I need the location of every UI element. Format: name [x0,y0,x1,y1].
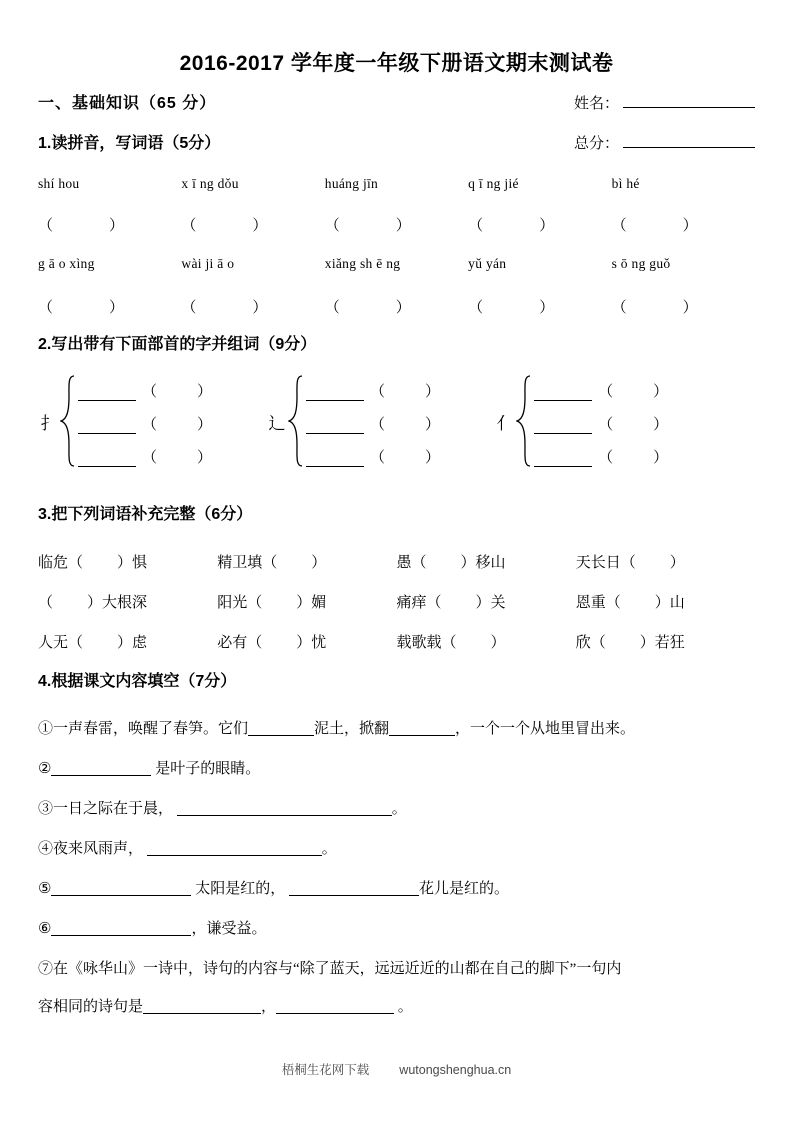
word-paren[interactable] [370,380,440,401]
answer-paren-row-2 [38,296,755,317]
brace-icon [516,375,532,467]
word-paren[interactable] [142,446,212,467]
item7-text-b: 容相同的诗句是 [38,999,144,1015]
answer-cell[interactable] [325,296,468,317]
blank-field[interactable] [51,919,191,936]
paren-open: （ [38,300,54,316]
paren-open: （ [142,417,158,433]
blank-field[interactable] [143,997,261,1014]
paren-close: ） [639,635,655,651]
idiom-item[interactable] [397,551,576,572]
radical-answer-line[interactable] [534,408,668,434]
radical-answer-line[interactable] [306,408,440,434]
item4-text-a: ④夜来风雨声， [38,841,144,857]
paren-open: （ [68,635,84,651]
character-blank[interactable] [78,384,136,401]
paren-open: （ [142,450,158,466]
item7-text-c: ， [261,999,277,1015]
paren-close: ） [539,300,555,316]
blank-field[interactable] [276,997,394,1014]
answer-cell[interactable] [181,296,324,317]
paren-close: ） [296,635,312,651]
answer-cell[interactable] [38,296,181,317]
paren-close: ） [395,218,411,234]
item7-text-a: ⑦在《咏华山》一诗中，诗句的内容与“除了蓝天，远远近近的山都在自己的脚下”一句内 [38,961,622,977]
radical-character: 扌 [40,413,58,433]
paren-close: ） [109,300,125,316]
q1-heading: 1.读拼音，写词语（5分） [38,135,221,152]
pinyin-row-2 [38,256,755,272]
idiom-item[interactable] [576,591,755,612]
word-paren[interactable] [598,413,668,434]
pinyin-cell [612,176,755,192]
item2-marker: ② [38,761,52,777]
radical-answer-lines [534,375,668,467]
pinyin-text: x ī ng dǒu [181,176,239,191]
item4-text-b: 。 [321,841,337,857]
paren-close: ） [197,384,213,400]
paren-open: （ [441,635,457,651]
idiom-after: 虑 [132,635,148,651]
pinyin-text: bì hé [611,176,640,191]
q1-heading-row [38,132,755,153]
paren-open: （ [370,417,386,433]
pinyin-text: shí hou [38,176,80,191]
paren-close: ） [654,595,670,611]
pinyin-text: huáng jīn [324,176,379,191]
pinyin-row-1 [38,176,755,192]
score-input[interactable] [623,132,755,148]
pinyin-cell [468,256,611,272]
paren-close: ） [87,595,103,611]
pinyin-cell [38,256,181,272]
q4-item-1 [38,717,773,738]
item3-text-a: ③一日之际在于晨， [38,801,174,817]
radical-answer-line[interactable] [78,408,212,434]
character-blank[interactable] [534,384,592,401]
radical-answer-line[interactable] [534,441,668,467]
paren-close: ） [117,555,133,571]
pinyin-cell [325,256,468,272]
radical-answer-line[interactable] [78,441,212,467]
paren-close: ） [682,218,698,234]
q4-heading-row [38,673,755,691]
blank-field[interactable] [147,839,322,856]
item6-text-b: ，谦受益。 [191,921,267,937]
idiom-before: 阳光 [217,595,248,611]
idiom-row-1 [38,551,755,572]
idiom-before: 载歌载 [396,635,442,651]
pinyin-cell [325,176,468,192]
paren-open: （ [598,384,614,400]
pinyin-text: yǔ yán [468,256,507,271]
paren-open: （ [611,218,627,234]
item6-marker: ⑥ [38,921,52,937]
paren-close: ） [252,300,268,316]
q3-heading-row [38,506,755,524]
radical-group [38,375,212,467]
blank-field[interactable] [248,719,314,736]
answer-cell[interactable] [612,296,755,317]
paren-open: （ [181,218,197,234]
paren-open: （ [324,300,340,316]
paren-open: （ [247,635,263,651]
idiom-after: 大根深 [102,595,148,611]
paren-open: （ [370,384,386,400]
answer-cell[interactable] [181,214,324,235]
q2-heading: 2.写出带有下面部首的字并组词（9分） [38,336,317,353]
paren-close: ） [117,635,133,651]
pinyin-cell [612,256,755,272]
q2-heading-row [38,336,755,354]
idiom-before: 痛痒 [396,595,427,611]
paren-close: ） [475,595,491,611]
q4-item-4 [38,837,773,858]
idiom-before: 欣 [575,635,591,651]
answer-cell[interactable] [325,214,468,235]
q3-heading: 3.把下列词语补充完整（6分） [38,506,253,523]
idiom-after: 若狂 [654,635,685,651]
pinyin-text: xiǎng sh ē ng [324,256,401,271]
q4-item-7-line-2 [38,995,773,1016]
item5-text-b: 太阳是红的， [195,881,286,897]
answer-cell[interactable] [468,296,611,317]
pinyin-text: q ī ng jié [468,176,519,191]
pinyin-cell [181,176,324,192]
idiom-item[interactable] [38,591,217,612]
paren-close: ） [311,555,327,571]
paren-close: ） [653,417,669,433]
paren-open: （ [426,595,442,611]
idiom-item[interactable] [397,591,576,612]
idiom-item[interactable] [576,631,755,652]
character-blank[interactable] [306,417,364,434]
blank-field[interactable] [389,719,455,736]
word-paren[interactable] [142,413,212,434]
radical-answer-line[interactable] [534,375,668,401]
idiom-item[interactable] [38,631,217,652]
paren-close: ） [669,555,685,571]
blank-field[interactable] [289,879,419,896]
paren-close: ） [252,218,268,234]
idiom-after: 忧 [311,635,327,651]
section-one-row [38,92,755,113]
item5-text-c: 花儿是红的。 [418,881,509,897]
radical-answer-lines [306,375,440,467]
paren-close: ） [425,417,441,433]
page-title: 2016-2017 学年度一年级下册语文期末测试卷 [179,52,614,75]
idiom-item[interactable] [38,551,217,572]
q4-item-5 [38,877,773,898]
word-paren[interactable] [142,380,212,401]
pinyin-cell [181,256,324,272]
radical-answer-line[interactable] [306,375,440,401]
answer-cell[interactable] [468,214,611,235]
blank-field[interactable] [51,879,191,896]
paren-open: （ [590,635,606,651]
paren-open: （ [598,417,614,433]
idiom-before: 人无 [38,635,69,651]
radical-group [266,375,440,467]
paren-open: （ [324,218,340,234]
paren-open: （ [605,595,621,611]
paren-close: ） [425,450,441,466]
item7-text-d: 。 [397,999,413,1015]
paren-open: （ [468,218,484,234]
pinyin-text: s ō ng guǒ [611,256,671,271]
radical-character: 亻 [496,413,514,433]
radical-brace-area [38,375,755,467]
item1-text-a: ①一声春雷，唤醒了春笋。它们 [38,721,249,737]
pinyin-text: g ā o xìng [38,256,95,271]
paren-close: ） [395,300,411,316]
paren-close: ） [296,595,312,611]
character-blank[interactable] [78,450,136,467]
idiom-after: 惧 [132,555,148,571]
radical-character: 辶 [268,413,286,433]
idiom-after: 移山 [475,555,506,571]
paren-open: （ [38,595,54,611]
paren-open: （ [611,300,627,316]
paren-close: ） [682,300,698,316]
pinyin-cell [468,176,611,192]
idiom-before: 天长日 [575,555,621,571]
section-one-heading: 一、基础知识（65 分） [38,95,217,112]
idiom-row-3 [38,631,755,652]
item3-text-b: 。 [391,801,407,817]
idiom-item[interactable] [217,551,396,572]
character-blank[interactable] [534,417,592,434]
paren-close: ） [490,635,506,651]
paren-open: （ [370,450,386,466]
brace-icon [288,375,304,467]
radical-answer-line[interactable] [306,441,440,467]
paren-open: （ [598,450,614,466]
radical-answer-lines [78,375,212,467]
paren-open: （ [411,555,427,571]
paren-close: ） [653,450,669,466]
score-label: 总分： [573,135,619,152]
radical-group [494,375,668,467]
word-paren[interactable] [370,446,440,467]
q4-item-7-line-1 [38,957,773,978]
paren-close: ） [539,218,555,234]
character-blank[interactable] [306,384,364,401]
paren-close: ） [197,417,213,433]
paren-open: （ [247,595,263,611]
idiom-before: 恩重 [575,595,606,611]
footer-watermark [0,1060,793,1078]
footer-source: 梧桐生花网下载 [281,1063,370,1077]
idiom-item[interactable] [217,591,396,612]
brace-icon [60,375,76,467]
paren-close: ） [653,384,669,400]
paren-close: ） [460,555,476,571]
item1-text-b: 泥土，掀翻 [314,721,390,737]
blank-field[interactable] [51,759,151,776]
paren-open: （ [181,300,197,316]
answer-cell[interactable] [38,214,181,235]
character-blank[interactable] [534,450,592,467]
idiom-after: 媚 [311,595,327,611]
word-paren[interactable] [370,413,440,434]
paren-close: ） [197,450,213,466]
paren-open: （ [620,555,636,571]
q4-item-2 [38,757,773,778]
item5-marker: ⑤ [38,881,52,897]
idiom-item[interactable] [217,631,396,652]
paren-open: （ [38,218,54,234]
item2-text-b: 是叶子的眼睛。 [155,761,261,777]
q4-item-3 [38,797,773,818]
character-blank[interactable] [306,450,364,467]
character-blank[interactable] [78,417,136,434]
q4-item-6 [38,917,773,938]
answer-paren-row-1 [38,214,755,235]
answer-cell[interactable] [612,214,755,235]
idiom-before: 愚 [396,555,412,571]
radical-answer-line[interactable] [78,375,212,401]
word-paren[interactable] [598,446,668,467]
idiom-item[interactable] [576,551,755,572]
paren-open: （ [68,555,84,571]
paren-close: ） [425,384,441,400]
q4-heading: 4.根据课文内容填空（7分） [38,673,237,690]
idiom-after: 山 [669,595,685,611]
name-input[interactable] [623,92,755,108]
idiom-before: 临危 [38,555,69,571]
paren-open: （ [262,555,278,571]
idiom-before: 必有 [217,635,248,651]
idiom-row-2 [38,591,755,612]
paren-close: ） [109,218,125,234]
paren-open: （ [142,384,158,400]
idiom-before: 精卫填 [217,555,263,571]
footer-site: wutongshenghua.cn [399,1063,512,1077]
pinyin-cell [38,176,181,192]
idiom-item[interactable] [397,631,576,652]
blank-field[interactable] [177,799,392,816]
word-paren[interactable] [598,380,668,401]
item1-text-c: ，一个一个从地里冒出来。 [455,721,636,737]
paren-open: （ [468,300,484,316]
pinyin-text: wài ji ā o [181,256,235,271]
name-label: 姓名： [573,95,619,112]
idiom-after: 关 [490,595,506,611]
